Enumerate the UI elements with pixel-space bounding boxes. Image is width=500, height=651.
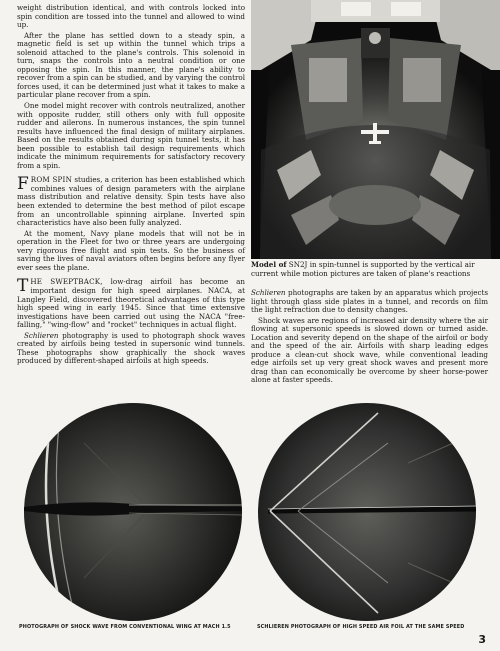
paragraph-body: photographs are taken by an apparatus which projects light through glass side plates in a tunnel, and records on film the light refraction due to density changes. xyxy=(251,288,488,315)
lead-in: HE SWEPTBACK, xyxy=(30,277,103,287)
paragraph-schlieren-apparatus xyxy=(251,289,488,315)
schlieren-photo-conventional xyxy=(24,403,242,621)
caption-model: SN2J xyxy=(288,260,308,269)
lead-in: ROM SPIN xyxy=(30,175,73,185)
paragraph-sweptback xyxy=(17,278,245,329)
schlieren-photo-high-speed xyxy=(258,403,476,621)
spin-tunnel-image xyxy=(251,0,500,259)
paragraph-body: studies, a criterion has been established which combines values of design parameters with the airplane mass distribution and relative density. Spin tests have also been extended to determine the best method of pilot escape from an uncontrollable spinning airplane. Inverted spin characteristics have also been fully analyzed. xyxy=(17,175,245,228)
drop-cap: T xyxy=(17,276,29,297)
paragraph-body: photography is used to photograph shock waves created by airfoils being tested in supersonic wind tunnels. These photographs show graphically the shock waves produced by different-shaped airfoils at high speeds. xyxy=(17,330,245,366)
paragraph-body: low-drag airfoil has become an important design for high speed airplanes. NACA, at Langley Field, discovered theoretical advantages of this type high speed wing in early 1945. Since that time extensive investigations have been carried out using the NACA "free-falling," "wing-flow" and "rocket" techniques in actual flight. xyxy=(17,277,245,330)
italic-term: Schlieren xyxy=(24,330,59,340)
drop-cap: F xyxy=(17,174,29,195)
page-number: 3 xyxy=(478,633,486,646)
caption-lead: Model of xyxy=(251,260,287,269)
paragraph-spin-studies xyxy=(17,176,245,227)
paragraph: After the plane has settled down to a steady spin, a magnetic field is set up within the tunnel which trips a solenoid attached to the plane's controls. This solenoid in turn, snaps the controls into a neutral condition or one opposing the spin. In this manner, the plane's ability to recover from a spin can be studied, and by varying the control forces used, it can be determined just what it takes to make a particular plane recover from a spin. xyxy=(17,30,245,100)
paragraph: One model might recover with controls neutralized, another with opposite rudder, still others only with full opposite rudder and ailerons. In numerous instances, the spin tunnel results have influenced the final design of military airplanes. Based on the results obtained during spin tunnel tests, it has been possible to establish tail design requirements which indicate the minimum requirements for satisfactory recovery from a spin. xyxy=(17,101,245,170)
schlieren-caption-right: SCHLIEREN PHOTOGRAPH OF HIGH SPEED AIR FOIL AT THE SAME SPEED xyxy=(257,624,465,630)
paragraph: weight distribution identical, and with controls locked into spin condition are tossed into the tunnel and allowed to wind up. xyxy=(17,3,245,30)
paragraph: Shock waves are regions of increased air density where the air flowing at supersonic speeds is slowed down or turned aside. Location and severity depend on the shape of the airfoil or body and the speed of the air. Airfoils with sharp leading edges produce a clean-cut shock wave, while conventional leading edge airfoils set up very great shock waves and present more drag than can economically be overcome by sheer horse-power alone at faster speeds. xyxy=(251,315,488,385)
schlieren-image xyxy=(24,403,242,621)
italic-term: Schlieren xyxy=(251,288,286,297)
tunnel-photo-caption xyxy=(251,261,488,278)
spin-tunnel-photo xyxy=(251,0,500,259)
left-text-column xyxy=(17,4,245,368)
right-text-column xyxy=(251,289,488,387)
paragraph-schlieren xyxy=(17,332,245,366)
schlieren-caption-left: PHOTOGRAPH OF SHOCK WAVE FROM CONVENTIONAL WING AT MACH 1.5 xyxy=(19,624,231,630)
schlieren-image xyxy=(258,403,476,621)
paragraph: At the moment, Navy plane models that will not be in operation in the Fleet for two or three years are undergoing very rigorous free flight and spin tests. So the business of saving the lives of naval aviators often begins before any flyer ever sees the plane. xyxy=(17,228,245,272)
caption-body: in spin-tunnel is supported by the vertical air current while motion pictures are taken of plane's reactions xyxy=(251,260,475,278)
